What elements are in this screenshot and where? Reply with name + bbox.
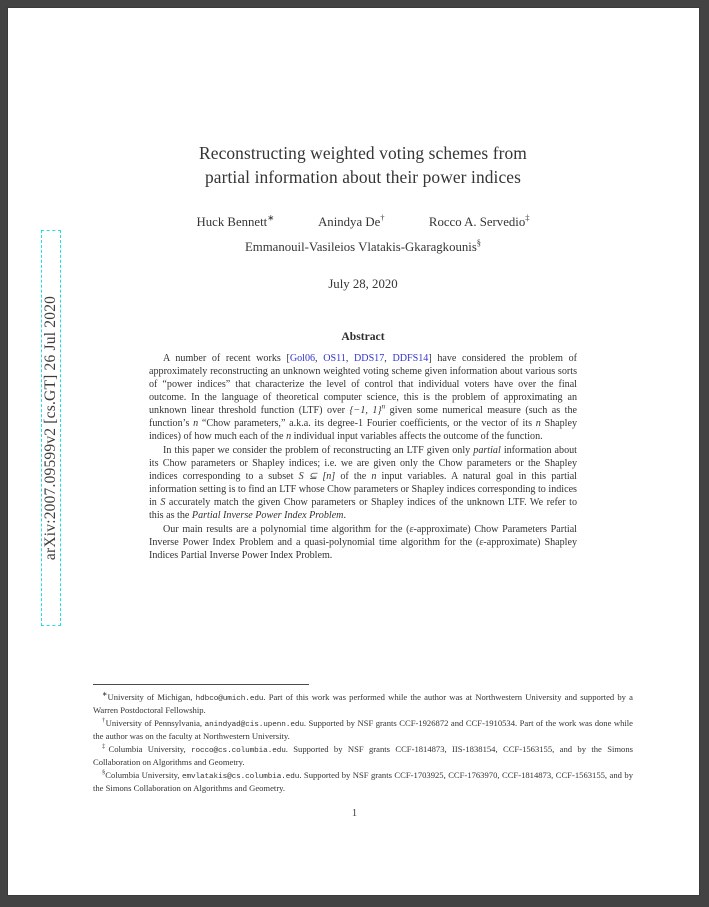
arxiv-stamp-text: arXiv:2007.09599v2 [cs.GT] 26 Jul 2020 (42, 295, 59, 561)
abstract-p3-text-a: Our main results are a polynomial time algorithm for the ( (163, 524, 410, 535)
emphasis-partial: partial (473, 445, 501, 456)
footnote-email[interactable]: anindyad@cis.upenn.edu (204, 720, 304, 729)
footnote-text-a: Columbia University, (105, 769, 182, 780)
footnote-email[interactable]: hdbco@umich.edu (195, 695, 264, 703)
paper-page (7, 7, 700, 896)
title-line-1: Reconstructing weighted voting schemes from (199, 143, 527, 163)
author-footnote-mark[interactable]: ‡ (525, 212, 530, 223)
footnote-email[interactable]: emvlatakis@cs.columbia.edu (181, 772, 300, 781)
author-name: Huck Bennett (196, 215, 268, 229)
author-footnote-mark[interactable]: † (380, 212, 385, 223)
author-footnote-mark[interactable]: § (476, 237, 482, 248)
author-rocco-servedio (428, 212, 530, 229)
abstract-p3-text-b: -approximate) Chow Parameters Partial Inverse Power Index Problem and a quasi-polynomial time algorithm for the ( (149, 524, 577, 548)
footnote-mark: ∗ (102, 691, 108, 699)
author-emmanouil-vlatakis (244, 237, 482, 254)
author-name: Emmanouil-Vasileios Vlatakis-Gkaragkounis (244, 240, 477, 254)
footnote-double-dagger (93, 744, 633, 768)
footnote-mark: ‡ (102, 742, 109, 750)
citation-gol06[interactable]: Gol06 (289, 353, 316, 364)
abstract-paragraph-2 (149, 444, 577, 522)
abstract-p1-text-d: “Chow parameters,” a.k.a. its degree-1 Fourier coefficients, or the vector of its (198, 418, 536, 429)
math-domain-exponent: n (381, 401, 386, 411)
title-line-2: partial information about their power indices (205, 167, 521, 187)
footnote-mark: † (102, 717, 106, 725)
footnote-section-sign (93, 770, 633, 794)
footnote-text-b: . Supported by NSF grants CCF-1926872 and CCF-1910534. Part of the work was done while the author was on the faculty at Northwestern University. (93, 717, 633, 742)
abstract-p2-text-b: information about its Chow parameters or Shapley indices; i.e. we are given only the Chow parameters or the Shapley indices corresponding to a subset (149, 445, 577, 482)
footnote-star (93, 692, 633, 716)
abstract-body (149, 352, 577, 562)
math-domain: {−1, 1} (349, 405, 382, 416)
abstract-p1-text-c: given some numerical measure (such as the function’s (149, 405, 577, 429)
abstract-p2-text-d: input variables. A natural goal in this partial information setting is to find an LTF whose Chow parameters or Shapley indices corresponding to indices in (149, 471, 577, 508)
math-n-3: n (286, 431, 292, 442)
math-subset-s: S ⊆ [n] (298, 471, 336, 482)
math-n-2: n (535, 418, 541, 429)
paper-content (128, 8, 598, 562)
author-footnote-mark[interactable]: ∗ (267, 212, 275, 223)
abstract-p3-text-c: -approximate) Shapley Indices Partial Inverse Power Index Problem. (149, 537, 577, 561)
abstract-p1-text-a: A number of recent works [ (163, 353, 290, 364)
math-s: S (160, 497, 166, 508)
publication-date: July 28, 2020 (328, 277, 398, 291)
abstract-p2-text-c: of the (335, 471, 372, 482)
footnote-section (93, 684, 633, 796)
footnote-text-b: . Supported by NSF grants CCF-1814873, IIS-1838154, CCF-1563155, and by the Simons Collaboration on Algorithms and Geometry. (93, 743, 633, 768)
abstract-p2-text-f: . (343, 510, 346, 521)
math-epsilon-1: ε (409, 524, 414, 535)
citation-ddfs14[interactable]: DDFS14 (392, 353, 429, 364)
author-name: Rocco A. Servedio (428, 215, 526, 229)
abstract-p1-text-e: Shapley indices) of how much each of the (149, 418, 577, 442)
abstract-heading: Abstract (341, 330, 385, 343)
math-n-1: n (193, 418, 199, 429)
footnote-separator-rule (93, 684, 309, 685)
author-list-row-1 (128, 212, 598, 230)
abstract-p2-text-a: In this paper we consider the problem of reconstructing an LTF given only (163, 445, 474, 456)
author-huck-bennett (196, 212, 275, 229)
author-name: Anindya De (318, 215, 381, 229)
author-anindya-de (318, 212, 385, 229)
footnote-text-b: . Supported by NSF grants CCF-1703925, CCF-1763970, CCF-1814873, CCF-1563155, and by the Simons Collaboration on Algorithms and Geometry. (93, 769, 633, 793)
footnote-text-a: University of Pennsylvania, (105, 717, 205, 728)
footnote-email[interactable]: rocco@cs.columbia.edu (190, 746, 286, 755)
abstract-p2-text-e: accurately match the given Chow parameters or Shapley indices of the unknown LTF. We refer to this as the (149, 497, 577, 521)
page-title (128, 141, 598, 189)
citation-os11[interactable]: OS11 (323, 353, 346, 364)
abstract-p1-text-b: ] have considered the problem of approximately reconstructing an unknown weighted voting scheme given information about various sorts of “power indices” that characterize the level of control that individual voters have over the final outcome. In the language of theoretical computer science, this is the problem of approximating an unknown linear threshold function (LTF) over (149, 353, 578, 416)
abstract-paragraph-1: A number of recent works [Gol06, OS11, DDS17, DDFS14] have considered the problem of approximately reconstructing an unknown weighted voting scheme given information about various sorts of “power indices” that characterize the level of control that individual voters have over the final outcome. In the language of theoretical computer science, this is the problem of approximating an unknown linear threshold function (LTF) over {−1, 1}$^n$ given some numerical measure (such as the function’s n “Chow parameters,” a.k.a. its degree-1 Fourier coefficients, or the vector of its n Shapley indices) of how much each of the n individual input variables affects the outcome of the function. (149, 353, 578, 442)
arxiv-stamp-link[interactable] (41, 230, 61, 626)
page-number: 1 (351, 808, 358, 819)
math-epsilon-2: ε (479, 537, 484, 548)
footnote-text-a: University of Michigan, (107, 692, 196, 702)
abstract-paragraph-3 (149, 523, 577, 562)
footnote-mark: § (102, 768, 106, 776)
footnote-dagger (93, 718, 633, 742)
citation-dds17[interactable]: DDS17 (353, 353, 385, 364)
abstract-p1-text-f: individual input variables affects the outcome of the function. (291, 431, 543, 442)
emphasis-problem-name: Partial Inverse Power Index Problem (191, 510, 344, 521)
author-list-row-2 (128, 237, 598, 255)
footnote-text-b: . Part of this work was performed while the author was at Northwestern University and supported by a Warren Postdoctoral Fellowship. (93, 692, 633, 716)
footnote-text-a: Columbia University, (108, 743, 191, 754)
math-n-4: n (371, 471, 377, 482)
